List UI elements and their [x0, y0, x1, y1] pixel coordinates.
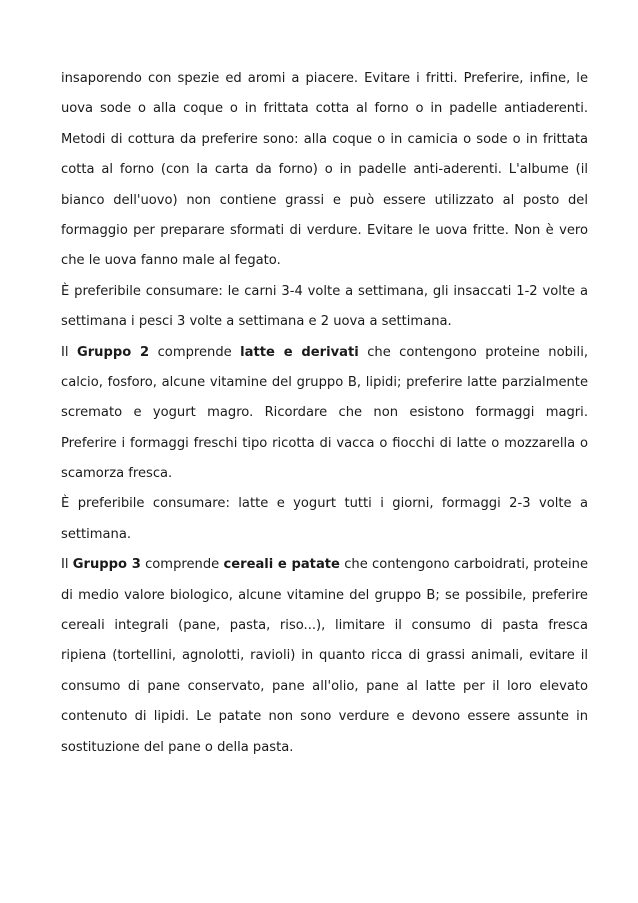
- text-line: [61, 338, 588, 368]
- text-line: [61, 641, 588, 671]
- text-line: [61, 216, 588, 246]
- text-line: [61, 459, 588, 489]
- text-line: [61, 611, 588, 641]
- text-line: [61, 307, 588, 337]
- text-run: scremato e yogurt magro. Ricordare che non esistono formaggi magri.: [61, 405, 588, 421]
- text-run: formaggio per preparare sformati di verdure. Evitare le uova fritte. Non è vero: [61, 222, 588, 238]
- text-run: sostituzione del pane o della pasta.: [61, 739, 294, 755]
- bold-text-run: latte e derivati: [240, 344, 359, 360]
- text-run: comprende: [149, 344, 241, 360]
- text-run: consumo di pane conservato, pane all'olio, pane al latte per il loro elevato: [61, 678, 588, 694]
- text-run: calcio, fosforo, alcune vitamine del gruppo B, lipidi; preferire latte parzialmente: [61, 374, 588, 390]
- text-run: settimana.: [61, 526, 132, 542]
- text-run: di medio valore biologico, alcune vitamine del gruppo B; se possibile, preferire: [61, 587, 588, 603]
- text-run: È preferibile consumare: latte e yogurt tutti i giorni, formaggi 2-3 volte a: [61, 496, 588, 512]
- text-line: [61, 489, 588, 519]
- text-line: [61, 520, 588, 550]
- text-line: [61, 368, 588, 398]
- text-line: [61, 733, 588, 763]
- text-line: [61, 246, 588, 276]
- text-line: [61, 155, 588, 185]
- text-line: [61, 277, 588, 307]
- text-run: cotta al forno (con la carta da forno) o in padelle anti-aderenti. L'albume (il: [61, 162, 588, 178]
- document-body-text: [61, 64, 588, 763]
- text-run: comprende: [140, 557, 224, 573]
- text-line: [61, 64, 588, 94]
- text-run: cereali integrali (pane, pasta, riso...), limitare il consumo di pasta fresca: [61, 618, 588, 634]
- text-line: [61, 186, 588, 216]
- text-run: contenuto di lipidi. Le patate non sono verdure e devono essere assunte in: [61, 709, 588, 725]
- text-run: uova sode o alla coque o in frittata cotta al forno o in padelle antiaderenti.: [61, 101, 588, 117]
- text-run: che contengono carboidrati, proteine: [339, 557, 588, 573]
- text-run: È preferibile consumare: le carni 3-4 volte a settimana, gli insaccati 1-2 volte a: [61, 283, 588, 299]
- text-run: che le uova fanno male al fegato.: [61, 253, 281, 269]
- text-line: [61, 581, 588, 611]
- text-run: bianco dell'uovo) non contiene grassi e può essere utilizzato al posto del: [61, 192, 588, 208]
- text-run: che contengono proteine nobili,: [358, 344, 588, 360]
- text-run: scamorza fresca.: [61, 466, 173, 482]
- text-run: Il: [61, 557, 73, 573]
- text-run: Il: [61, 344, 77, 360]
- text-line: [61, 550, 588, 580]
- text-run: ripiena (tortellini, agnolotti, ravioli) in quanto ricca di grassi animali, evitare il: [61, 648, 588, 664]
- text-line: [61, 398, 588, 428]
- text-run: Metodi di cottura da preferire sono: alla coque o in camicia o sode o in frittata: [61, 131, 588, 147]
- text-run: Preferire i formaggi freschi tipo ricotta di vacca o fiocchi di latte o mozzarella o: [61, 435, 588, 451]
- bold-text-run: Gruppo 2: [76, 344, 150, 360]
- text-line: [61, 672, 588, 702]
- text-line: [61, 702, 588, 732]
- text-line: [61, 94, 588, 124]
- bold-text-run: cereali e patate: [223, 557, 340, 573]
- text-run: insaporendo con spezie ed aromi a piacere. Evitare i fritti. Preferire, infine, le: [61, 71, 588, 86]
- text-line: [61, 429, 588, 459]
- bold-text-run: Gruppo 3: [72, 557, 141, 573]
- text-line: [61, 125, 588, 155]
- text-run: settimana i pesci 3 volte a settimana e 2 uova a settimana.: [61, 314, 452, 330]
